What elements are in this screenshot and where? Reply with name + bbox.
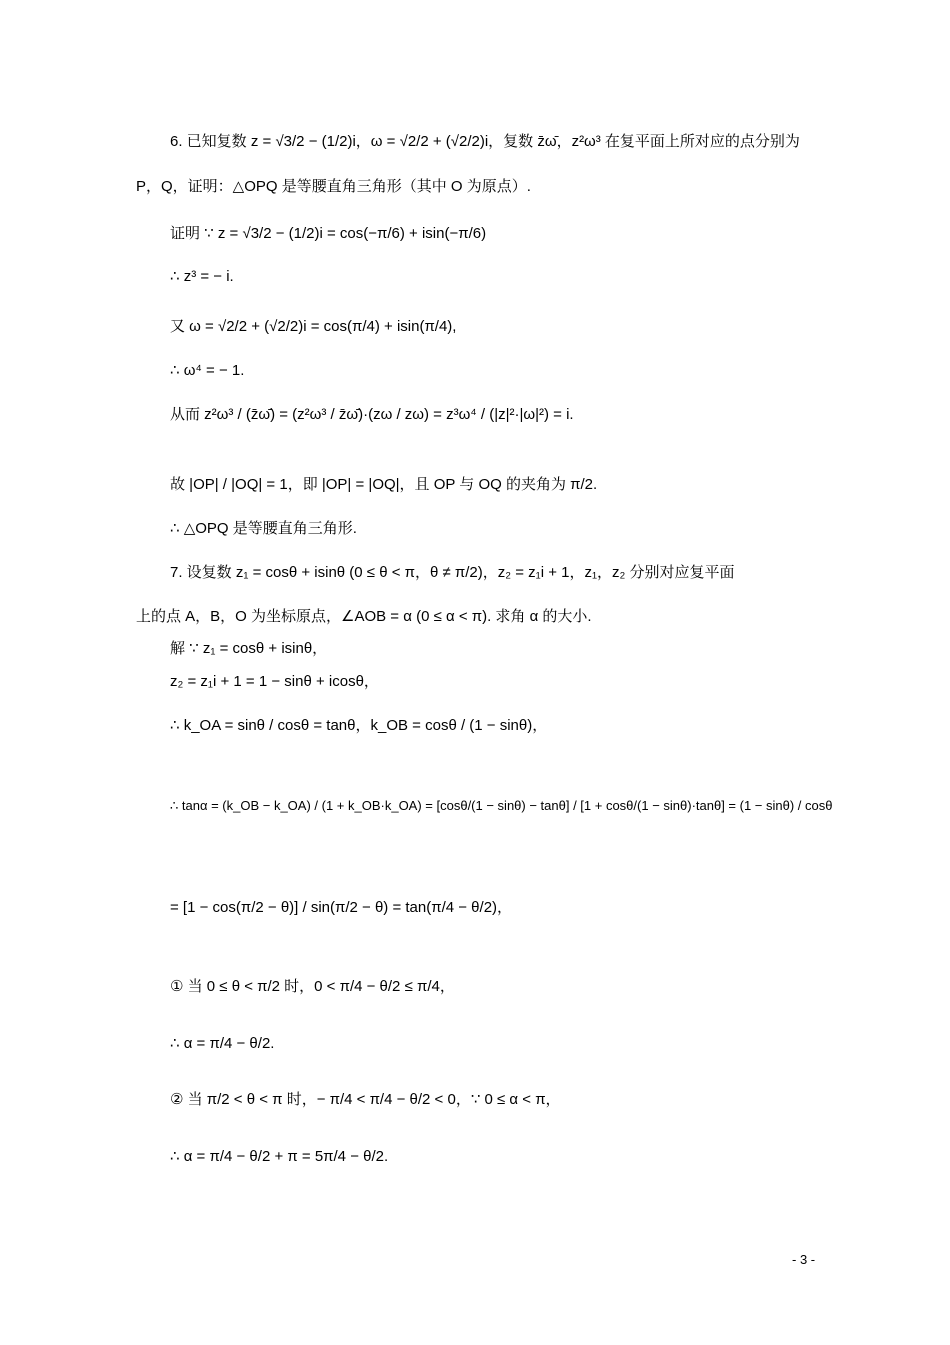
problem6-statement-line1: 6. 已知复数 z = √3/2 − (1/2)i，ω = √2/2 + (√2/2)i，复数 z̄ω̄，z²ω³ 在复平面上所对应的点分别为 — [170, 133, 800, 150]
solution-line: 解 ∵ z₁ = cosθ + isinθ， — [170, 640, 328, 657]
proof-line: ∴ z³ = − i. — [170, 268, 234, 285]
proof-line: 故 |OP| / |OQ| = 1，即 |OP| = |OQ|，且 OP 与 OQ 的夹角为 π/2. — [170, 476, 598, 493]
solution-line: z₂ = z₁i + 1 = 1 − sinθ + icosθ， — [170, 673, 379, 690]
page-number: - 3 - — [792, 1252, 816, 1267]
solution-line: ∴ α = π/4 − θ/2. — [170, 1035, 275, 1052]
proof-line: ∴ △OPQ 是等腰直角三角形. — [170, 520, 357, 537]
solution-line: ② 当 π/2 < θ < π 时，− π/4 < π/4 − θ/2 < 0，∵ 0 ≤ α < π， — [170, 1091, 561, 1108]
solution-line: ∴ k_OA = sinθ / cosθ = tanθ，k_OB = cosθ / (1 − sinθ)， — [170, 717, 548, 734]
proof-line: 从而 z²ω³ / (z̄ω̄) = (z²ω³ / z̄ω̄)·(zω / zω) = z³ω⁴ / (|z|²·|ω|²) = i. — [170, 406, 574, 423]
proof-line: 证明 ∵ z = √3/2 − (1/2)i = cos(−π/6) + isin(−π/6) — [170, 225, 487, 242]
solution-line: ∴ α = π/4 − θ/2 + π = 5π/4 − θ/2. — [170, 1148, 389, 1165]
proof-line: 又 ω = √2/2 + (√2/2)i = cos(π/4) + isin(π/4), — [170, 318, 457, 335]
problem7-statement-line2: 上的点 A，B，O 为坐标原点，∠AOB = α (0 ≤ α < π). 求角 α 的大小. — [136, 608, 592, 625]
problem6-statement-line2: P，Q，证明：△OPQ 是等腰直角三角形（其中 O 为原点）. — [136, 178, 531, 195]
solution-line: ∴ tanα = (k_OB − k_OA) / (1 + k_OB·k_OA) = [cosθ/(1 − sinθ) − tanθ] / [1 + cosθ/(1 − sinθ)·tanθ] = (1 − sinθ) / cosθ — [170, 798, 833, 813]
solution-line: = [1 − cos(π/2 − θ)] / sin(π/2 − θ) = tan(π/4 − θ/2)， — [170, 899, 513, 916]
solution-line: ① 当 0 ≤ θ < π/2 时，0 < π/4 − θ/2 ≤ π/4， — [170, 978, 455, 995]
problem7-statement-line1: 7. 设复数 z₁ = cosθ + isinθ (0 ≤ θ < π，θ ≠ π/2)，z₂ = z₁i + 1，z₁，z₂ 分别对应复平面 — [170, 564, 735, 581]
proof-line: ∴ ω⁴ = − 1. — [170, 362, 245, 379]
